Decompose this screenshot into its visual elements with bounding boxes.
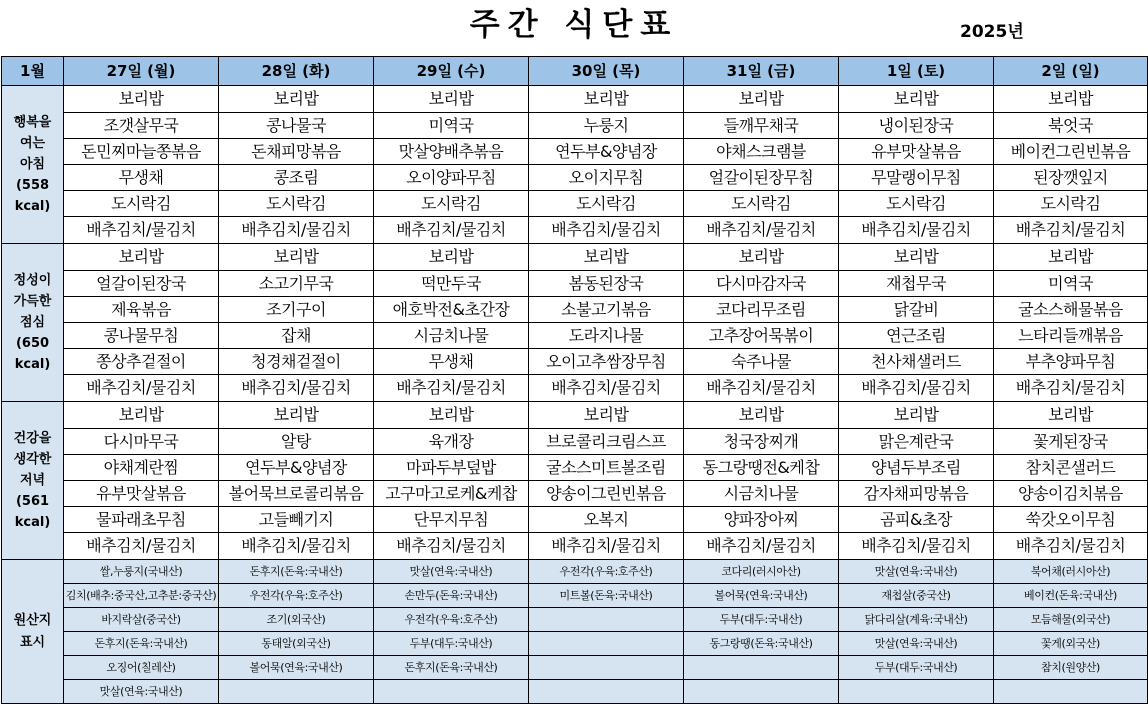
origin-item: 돈후지(돈육:국내산): [219, 560, 374, 584]
origin-item: 재첩살(중국산): [839, 584, 994, 608]
menu-item: 청경채겉절이: [219, 349, 374, 375]
origin-item: 참치(원양산): [994, 656, 1148, 680]
menu-item: 배추김치/물김치: [684, 217, 839, 244]
menu-item: 콩조림: [219, 165, 374, 191]
menu-item: 천사채샐러드: [839, 349, 994, 375]
menu-item: 봄동된장국: [529, 271, 684, 297]
menu-item: 시금치나물: [374, 323, 529, 349]
menu-item: 도시락김: [684, 191, 839, 217]
origin-item: 우전각(우육:호주산): [529, 560, 684, 584]
meal-label-line: (558: [15, 178, 50, 193]
menu-item: 고들빼기지: [219, 507, 374, 533]
origin-item: 오징어(칠레산): [64, 656, 219, 680]
menu-item: 유부맛살볶음: [64, 481, 219, 507]
meal-label-line: 건강을: [13, 431, 52, 446]
origin-item: 두부(대두:국내산): [374, 632, 529, 656]
menu-item: 배추김치/물김치: [994, 375, 1148, 402]
origin-item: 모듬해물(외국산): [994, 608, 1148, 632]
menu-item: 보리밥: [374, 402, 529, 429]
menu-item: 오이지무침: [529, 165, 684, 191]
breakfast-row: [2, 217, 1148, 244]
origin-item: 맛살(연육:국내산): [839, 560, 994, 584]
breakfast-row: [2, 113, 1148, 139]
menu-item: 배추김치/물김치: [839, 217, 994, 244]
dinner-row: [2, 481, 1148, 507]
menu-item: 시금치나물: [684, 481, 839, 507]
origin-item: 맛살(연육:국내산): [839, 632, 994, 656]
lunch-row: [2, 349, 1148, 375]
menu-item: 배추김치/물김치: [64, 533, 219, 560]
menu-item: 다시마무국: [64, 429, 219, 455]
lunch-row: [2, 375, 1148, 402]
menu-item: 배추김치/물김치: [64, 375, 219, 402]
menu-item: 단무지무침: [374, 507, 529, 533]
month-header: 1월: [2, 57, 64, 86]
origin-item: [529, 632, 684, 656]
menu-item: 배추김치/물김치: [219, 375, 374, 402]
origin-item: 미트볼(돈육:국내산): [529, 584, 684, 608]
day-header: 27일 (월): [64, 57, 219, 86]
lunch-row: [2, 297, 1148, 323]
day-header: 2일 (일): [994, 57, 1148, 86]
lunch-row: [2, 271, 1148, 297]
menu-item: 소불고기볶음: [529, 297, 684, 323]
meal-label-line: kcal): [14, 515, 51, 530]
menu-item: 된장깻잎지: [994, 165, 1148, 191]
menu-item: 보리밥: [839, 244, 994, 271]
menu-item: 돈민찌마늘쫑볶음: [64, 139, 219, 165]
origin-item: 손만두(돈육:국내산): [374, 584, 529, 608]
meal-label-line: kcal): [14, 357, 51, 372]
origin-item: [839, 680, 994, 704]
menu-item: 쑥갓오이무침: [994, 507, 1148, 533]
menu-item: 보리밥: [839, 402, 994, 429]
lunch-row: [2, 323, 1148, 349]
menu-item: 애호박전&초간장: [374, 297, 529, 323]
menu-item: 도라지나물: [529, 323, 684, 349]
menu-item: 조기구이: [219, 297, 374, 323]
origin-item: 두부(대두:국내산): [684, 608, 839, 632]
year-label: 2025년: [960, 22, 1024, 42]
meal-label-line: 점심: [19, 315, 46, 330]
menu-item: 보리밥: [219, 86, 374, 113]
menu-item: 굴소스해물볶음: [994, 297, 1148, 323]
dinner-row: [2, 507, 1148, 533]
origin-item: 김치(배추:중국산,고추분:중국산): [64, 584, 219, 608]
menu-item: 배추김치/물김치: [64, 217, 219, 244]
origin-item: 맛살(연육:국내산): [64, 680, 219, 704]
day-header: 28일 (화): [219, 57, 374, 86]
menu-item: 배추김치/물김치: [994, 533, 1148, 560]
menu-item: 보리밥: [64, 86, 219, 113]
meal-label-line: kcal): [14, 199, 51, 214]
menu-item: 고구마고로케&케찹: [374, 481, 529, 507]
origin-item: [529, 656, 684, 680]
menu-item: 들깨무채국: [684, 113, 839, 139]
origin-item: 베이컨(돈육:국내산): [994, 584, 1148, 608]
menu-item: 유부맛살볶음: [839, 139, 994, 165]
menu-item: 보리밥: [684, 244, 839, 271]
menu-item: 보리밥: [839, 86, 994, 113]
origin-item: 우전각(우육:호주산): [374, 608, 529, 632]
menu-item: 육개장: [374, 429, 529, 455]
meal-label-line: 저녁: [19, 473, 46, 488]
menu-item: 쫑상추겉절이: [64, 349, 219, 375]
menu-item: 맑은계란국: [839, 429, 994, 455]
menu-item: 미역국: [994, 271, 1148, 297]
meal-label-line: (650: [15, 336, 50, 351]
menu-item: 곰피&초장: [839, 507, 994, 533]
menu-item: 보리밥: [994, 244, 1148, 271]
meal-label-line: 정성이: [13, 273, 52, 288]
menu-item: 보리밥: [529, 402, 684, 429]
menu-item: 양송이그린빈볶음: [529, 481, 684, 507]
meal-label-line: 행복을: [13, 115, 52, 130]
menu-item: 제육볶음: [64, 297, 219, 323]
menu-item: 느타리들깨볶음: [994, 323, 1148, 349]
menu-item: 보리밥: [374, 244, 529, 271]
menu-item: 보리밥: [529, 244, 684, 271]
menu-item: 배추김치/물김치: [994, 217, 1148, 244]
menu-item: 보리밥: [374, 86, 529, 113]
meal-label-line: 생각한: [13, 452, 52, 467]
menu-item: 잡채: [219, 323, 374, 349]
menu-item: 배추김치/물김치: [219, 533, 374, 560]
origin-item: 북어채(러시아산): [994, 560, 1148, 584]
menu-item: 얼갈이된장국: [64, 271, 219, 297]
origin-item: 볼어묵(연육:국내산): [219, 656, 374, 680]
origin-item: [684, 656, 839, 680]
menu-item: 보리밥: [994, 402, 1148, 429]
menu-item: 오이양파무침: [374, 165, 529, 191]
menu-item: 양념두부조림: [839, 455, 994, 481]
dinner-row: [2, 533, 1148, 560]
meal-label-line: 아침: [19, 157, 46, 172]
menu-item: 맛살양배추볶음: [374, 139, 529, 165]
menu-item: 굴소스미트볼조림: [529, 455, 684, 481]
menu-item: 보리밥: [684, 86, 839, 113]
menu-item: 조갯살무국: [64, 113, 219, 139]
menu-item: 알탕: [219, 429, 374, 455]
origin-item: 코다리(러시아산): [684, 560, 839, 584]
origin-item: 동태알(외국산): [219, 632, 374, 656]
menu-item: 볼어묵브로콜리볶음: [219, 481, 374, 507]
menu-item: 배추김치/물김치: [374, 375, 529, 402]
menu-item: 도시락김: [374, 191, 529, 217]
menu-item: 보리밥: [994, 86, 1148, 113]
menu-item: 도시락김: [994, 191, 1148, 217]
menu-item: 무생채: [374, 349, 529, 375]
menu-item: 배추김치/물김치: [839, 375, 994, 402]
origin-item: [684, 680, 839, 704]
menu-item: 도시락김: [839, 191, 994, 217]
menu-item: 참치콘샐러드: [994, 455, 1148, 481]
menu-item: 꽃게된장국: [994, 429, 1148, 455]
menu-item: 소고기무국: [219, 271, 374, 297]
menu-item: 배추김치/물김치: [374, 533, 529, 560]
origin-item: 동그랑땡(돈육:국내산): [684, 632, 839, 656]
menu-item: 마파두부덮밥: [374, 455, 529, 481]
menu-item: 콩나물국: [219, 113, 374, 139]
origin-item: 맛살(연육:국내산): [374, 560, 529, 584]
lunch-label: [2, 244, 64, 402]
origin-row: [2, 632, 1148, 656]
origin-item: [219, 680, 374, 704]
menu-item: 연두부&양념장: [529, 139, 684, 165]
day-header: 31일 (금): [684, 57, 839, 86]
breakfast-row: [2, 139, 1148, 165]
origin-item: 닭다리살(계육:국내산): [839, 608, 994, 632]
menu-item: 배추김치/물김치: [839, 533, 994, 560]
menu-item: 재첩무국: [839, 271, 994, 297]
header-row: [2, 57, 1148, 86]
origin-item: 돈후지(돈육:국내산): [374, 656, 529, 680]
menu-item: 보리밥: [64, 402, 219, 429]
lunch-row: [2, 244, 1148, 271]
menu-item: 다시마감자국: [684, 271, 839, 297]
menu-item: 베이컨그린빈볶음: [994, 139, 1148, 165]
menu-item: 동그랑땡전&케찹: [684, 455, 839, 481]
menu-item: 양송이김치볶음: [994, 481, 1148, 507]
origin-item: [529, 608, 684, 632]
menu-item: 연근조림: [839, 323, 994, 349]
origin-item: [994, 680, 1148, 704]
menu-item: 부추양파무침: [994, 349, 1148, 375]
dinner-label: [2, 402, 64, 560]
menu-item: 야채스크램블: [684, 139, 839, 165]
menu-item: 배추김치/물김치: [529, 533, 684, 560]
menu-item: 얼갈이된장무침: [684, 165, 839, 191]
menu-item: 배추김치/물김치: [529, 217, 684, 244]
breakfast-label: [2, 86, 64, 244]
menu-item: 도시락김: [219, 191, 374, 217]
day-header: 1일 (토): [839, 57, 994, 86]
origin-item: [374, 680, 529, 704]
origin-item: 돈후지(돈육:국내산): [64, 632, 219, 656]
menu-item: 물파래초무침: [64, 507, 219, 533]
page-title: 주간 식단표: [469, 7, 679, 43]
weekly-menu-table: [1, 56, 1148, 704]
menu-item: 콩나물무침: [64, 323, 219, 349]
menu-item: 도시락김: [529, 191, 684, 217]
menu-item: 야채계란찜: [64, 455, 219, 481]
menu-item: 보리밥: [684, 402, 839, 429]
origin-row: [2, 680, 1148, 704]
menu-item: 무말랭이무침: [839, 165, 994, 191]
origin-label-line: 표시: [19, 634, 46, 650]
origin-row: [2, 656, 1148, 680]
meal-label-line: (561: [15, 494, 50, 509]
menu-item: 배추김치/물김치: [684, 375, 839, 402]
menu-item: 오복지: [529, 507, 684, 533]
origin-row: [2, 584, 1148, 608]
origin-label: [2, 560, 64, 704]
menu-item: 오이고추쌈장무침: [529, 349, 684, 375]
dinner-row: [2, 455, 1148, 481]
origin-item: 볼어묵(연육:국내산): [684, 584, 839, 608]
menu-item: 양파장아찌: [684, 507, 839, 533]
menu-item: 냉이된장국: [839, 113, 994, 139]
day-header: 30일 (목): [529, 57, 684, 86]
menu-item: 배추김치/물김치: [219, 217, 374, 244]
menu-item: 미역국: [374, 113, 529, 139]
dinner-row: [2, 402, 1148, 429]
menu-item: 연두부&양념장: [219, 455, 374, 481]
menu-item: 보리밥: [219, 402, 374, 429]
breakfast-row: [2, 86, 1148, 113]
origin-item: [529, 680, 684, 704]
menu-item: 고추장어묵볶이: [684, 323, 839, 349]
menu-item: 코다리무조림: [684, 297, 839, 323]
origin-item: 두부(대두:국내산): [839, 656, 994, 680]
meal-label-line: 가득한: [13, 294, 52, 309]
origin-item: 꽃게(외국산): [994, 632, 1148, 656]
origin-item: 조기(외국산): [219, 608, 374, 632]
menu-item: 도시락김: [64, 191, 219, 217]
menu-item: 누룽지: [529, 113, 684, 139]
menu-item: 배추김치/물김치: [684, 533, 839, 560]
day-header: 29일 (수): [374, 57, 529, 86]
menu-item: 떡만두국: [374, 271, 529, 297]
menu-item: 닭갈비: [839, 297, 994, 323]
menu-item: 브로콜리크림스프: [529, 429, 684, 455]
breakfast-row: [2, 165, 1148, 191]
dinner-row: [2, 429, 1148, 455]
menu-item: 보리밥: [529, 86, 684, 113]
menu-item: 청국장찌개: [684, 429, 839, 455]
meal-label-line: 여는: [19, 136, 46, 151]
menu-item: 숙주나물: [684, 349, 839, 375]
origin-item: 쌀,누룽지(국내산): [64, 560, 219, 584]
origin-label-line: 원산지: [13, 612, 52, 628]
breakfast-row: [2, 191, 1148, 217]
menu-item: 배추김치/물김치: [374, 217, 529, 244]
menu-item: 보리밥: [64, 244, 219, 271]
menu-item: 보리밥: [219, 244, 374, 271]
origin-row: [2, 608, 1148, 632]
menu-item: 돈채피망볶음: [219, 139, 374, 165]
menu-item: 북엇국: [994, 113, 1148, 139]
menu-item: 무생채: [64, 165, 219, 191]
origin-row: [2, 560, 1148, 584]
menu-item: 감자채피망볶음: [839, 481, 994, 507]
menu-item: 배추김치/물김치: [529, 375, 684, 402]
origin-item: 바지락살(중국산): [64, 608, 219, 632]
origin-item: 우전각(우육:호주산): [219, 584, 374, 608]
